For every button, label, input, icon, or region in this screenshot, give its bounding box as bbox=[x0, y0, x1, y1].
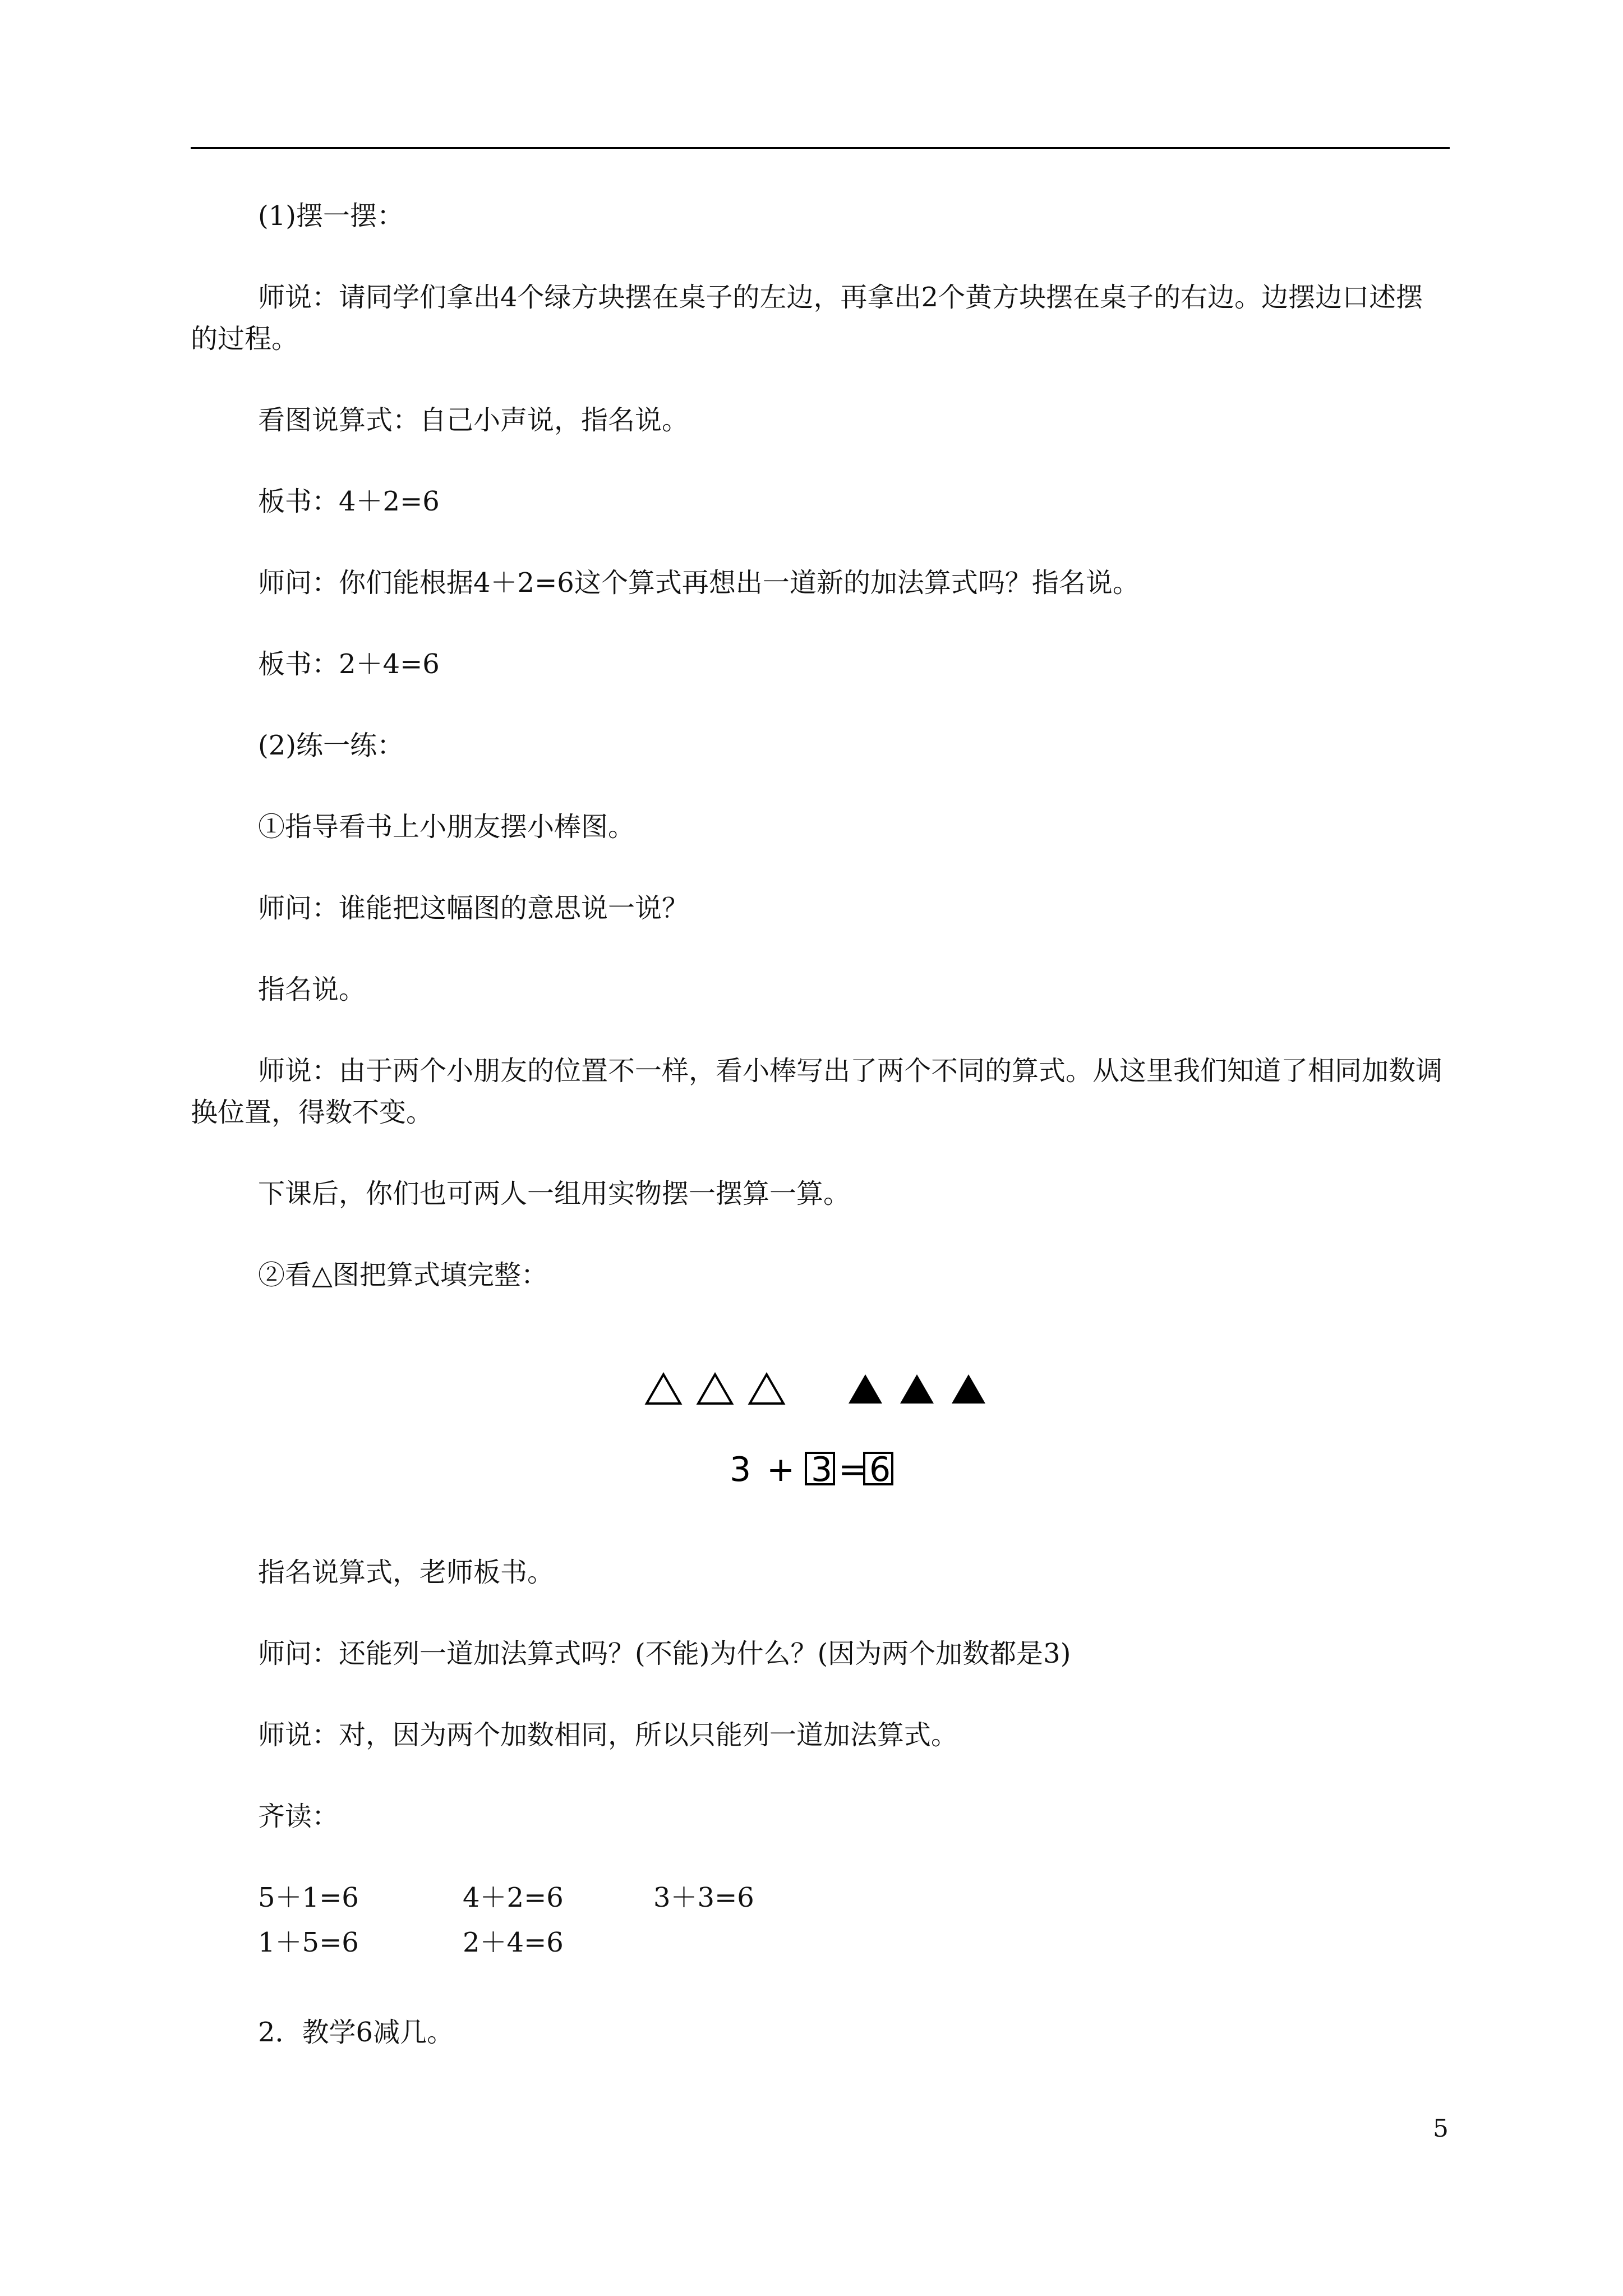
board-formula-2: 板书：2＋4=6 bbox=[258, 648, 440, 680]
section-2-heading: 2．教学6减几。 bbox=[258, 2017, 454, 2048]
page-number: 5 bbox=[1433, 2114, 1449, 2143]
teacher-explanation: 师说：由于两个小朋友的位置不一样，看小棒写出了两个不同的算式。从这里我们知道了相同加数调换位置，得数不变。 bbox=[191, 1055, 1443, 1128]
eq-box2: 6 bbox=[869, 1450, 891, 1489]
teacher-question: 师问：你们能根据4＋2=6这个算式再想出一道新的加法算式吗？指名说。 bbox=[258, 567, 1140, 599]
formula-cell: 4＋2=6 bbox=[463, 1882, 564, 1913]
eq-box1: 3 bbox=[811, 1450, 833, 1489]
board-formula-1: 板书：4＋2=6 bbox=[258, 486, 440, 517]
header-rule bbox=[191, 147, 1450, 149]
triangle-figure-svg bbox=[642, 1369, 1001, 1503]
read-aloud: 齐读： bbox=[258, 1801, 339, 1832]
read-picture-formula: 看图说算式：自己小声说，指名说。 bbox=[258, 404, 689, 436]
eq-equals: = bbox=[838, 1450, 867, 1489]
teacher-conclusion: 师说：对，因为两个加数相同，所以只能列一道加法算式。 bbox=[258, 1719, 958, 1751]
after-class: 下课后，你们也可两人一组用实物摆一摆算一算。 bbox=[258, 1178, 851, 1209]
formula-cell: 3＋3=6 bbox=[653, 1882, 754, 1913]
filled-triangle-icon bbox=[849, 1374, 882, 1404]
equation bbox=[730, 1450, 892, 1489]
teacher-question-2: 师问：谁能把这幅图的意思说一说？ bbox=[258, 892, 689, 924]
eq-left: 3 bbox=[730, 1450, 751, 1489]
teacher-question-3: 师问：还能列一道加法算式吗？(不能)为什么？(因为两个加数都是3) bbox=[258, 1638, 1071, 1669]
triangle-figure bbox=[642, 1369, 1001, 1503]
formula-cell: 1＋5=6 bbox=[258, 1927, 359, 1958]
guide-book: ①指导看书上小朋友摆小棒图。 bbox=[258, 811, 635, 843]
step-2-heading: (2)练一练： bbox=[258, 730, 404, 761]
step-1-heading: (1)摆一摆： bbox=[258, 200, 404, 232]
formula-cell: 2＋4=6 bbox=[463, 1927, 564, 1958]
hollow-triangle-icon bbox=[647, 1374, 680, 1404]
triangle-exercise: ②看△图把算式填完整： bbox=[258, 1259, 548, 1291]
filled-triangle-icon bbox=[952, 1374, 985, 1404]
eq-op: + bbox=[767, 1450, 795, 1489]
hollow-triangle-icon bbox=[698, 1374, 732, 1404]
hollow-triangle-icon bbox=[750, 1374, 783, 1404]
formula-cell: 5＋1=6 bbox=[258, 1882, 359, 1913]
named-answer: 指名说。 bbox=[258, 974, 366, 1005]
filled-triangle-icon bbox=[900, 1374, 934, 1404]
teacher-instruction: 师说：请同学们拿出4个绿方块摆在桌子的左边，再拿出2个黄方块摆在桌子的右边。边摆边口述摆的过程。 bbox=[191, 282, 1423, 355]
named-formula: 指名说算式，老师板书。 bbox=[258, 1557, 555, 1588]
